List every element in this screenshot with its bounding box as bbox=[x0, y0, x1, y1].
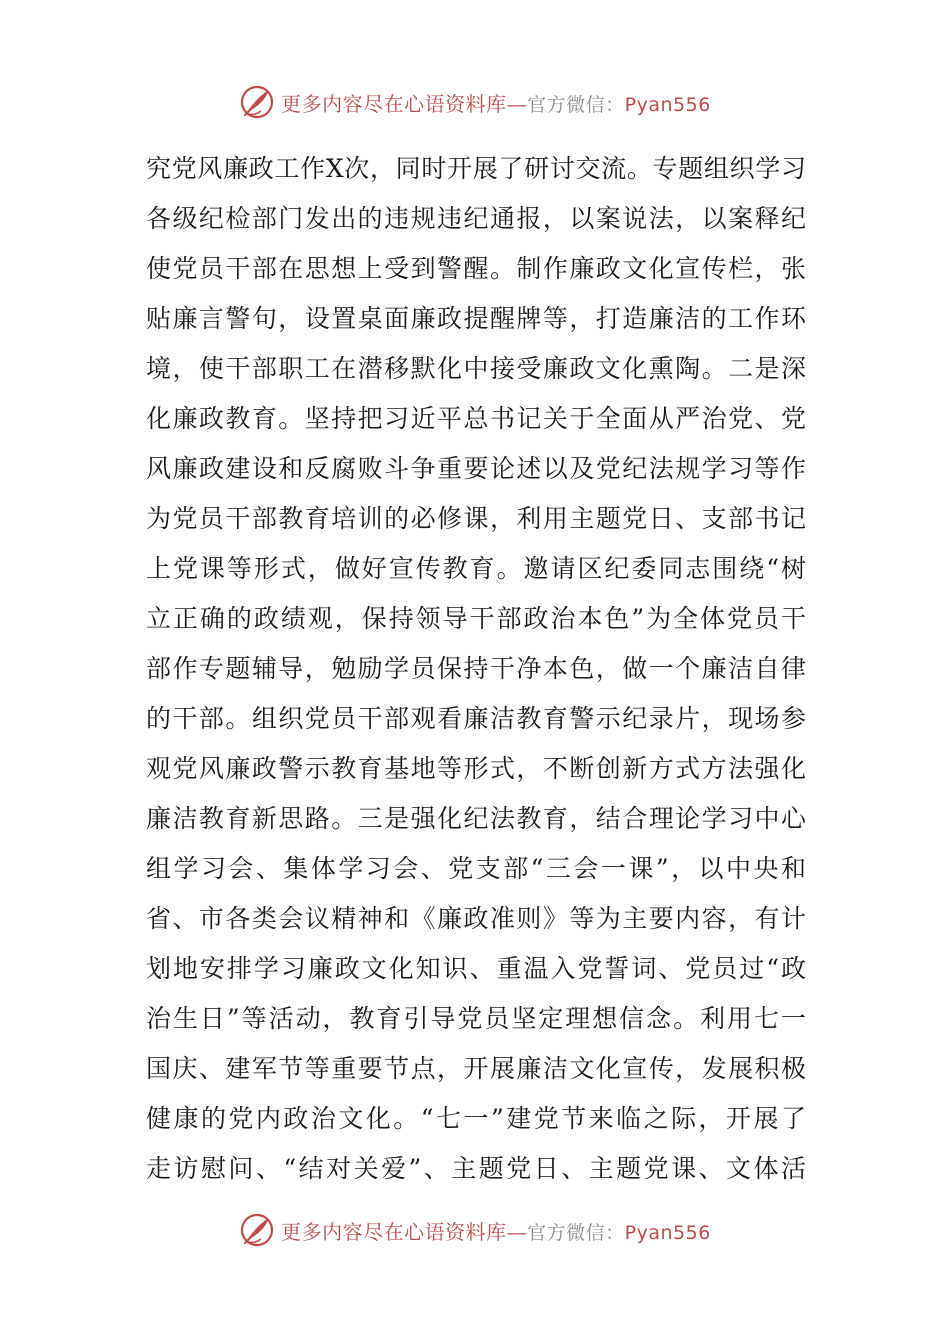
body-line: 各级纪检部门发出的违规违纪通报，以案说法，以案释纪 bbox=[146, 204, 806, 233]
body-line: 治生日”等活动，教育引导党员坚定理想信念。利用七一 bbox=[146, 1004, 806, 1033]
body-line: 风廉政建设和反腐败斗争重要论述以及党纪法规学习等作 bbox=[146, 454, 806, 483]
header-text bbox=[281, 88, 711, 117]
header-wechat-handle: Pyan556 bbox=[624, 93, 711, 116]
document-body bbox=[146, 144, 806, 1194]
body-line: 为党员干部教育培训的必修课，利用主题党日、支部书记 bbox=[146, 504, 806, 533]
header-banner bbox=[0, 82, 950, 122]
body-line: 划地安排学习廉政文化知识、重温入党誓词、党员过“政 bbox=[146, 954, 806, 983]
body-line: 贴廉言警句，设置桌面廉政提醒牌等，打造廉洁的工作环 bbox=[146, 304, 806, 333]
header-separator: — bbox=[506, 91, 528, 116]
header-official-label: 官方微信： bbox=[527, 93, 625, 116]
body-line: 部作专题辅导，勉励学员保持干净本色，做一个廉洁自律 bbox=[146, 654, 806, 683]
body-line: 究党风廉政工作X次，同时开展了研讨交流。专题组织学习 bbox=[146, 154, 806, 183]
footer-main-text: 更多内容尽在心语资料库 bbox=[281, 1219, 507, 1244]
header-main-text: 更多内容尽在心语资料库 bbox=[281, 91, 507, 116]
body-line: 走访慰问、“结对关爱”、主题党日、主题党课、文体活 bbox=[146, 1154, 806, 1183]
body-line: 化廉政教育。坚持把习近平总书记关于全面从严治党、党 bbox=[146, 404, 806, 433]
body-line: 观党风廉政警示教育基地等形式，不断创新方式方法强化 bbox=[146, 754, 806, 783]
body-line: 组学习会、集体学习会、党支部“三会一课”，以中央和 bbox=[146, 854, 806, 883]
body-line: 使党员干部在思想上受到警醒。制作廉政文化宣传栏，张 bbox=[146, 254, 806, 283]
body-line: 的干部。组织党员干部观看廉洁教育警示纪录片，现场参 bbox=[146, 704, 806, 733]
footer-banner bbox=[0, 1210, 950, 1250]
footer-wechat-handle: Pyan556 bbox=[624, 1221, 711, 1244]
body-line: 国庆、建军节等重要节点，开展廉洁文化宣传，发展积极 bbox=[146, 1054, 806, 1083]
footer-separator: — bbox=[506, 1219, 528, 1244]
body-line: 省、市各类会议精神和《廉政准则》等为主要内容，有计 bbox=[146, 904, 806, 933]
footer-text bbox=[281, 1216, 711, 1245]
body-line: 健康的党内政治文化。“七一”建党节来临之际，开展了 bbox=[146, 1104, 806, 1133]
body-line: 境，使干部职工在潜移默化中接受廉政文化熏陶。二是深 bbox=[146, 354, 806, 383]
body-line: 廉洁教育新思路。三是强化纪法教育，结合理论学习中心 bbox=[146, 804, 806, 833]
body-line: 上党课等形式，做好宣传教育。邀请区纪委同志围绕“树 bbox=[146, 554, 806, 583]
body-line: 立正确的政绩观，保持领导干部政治本色”为全体党员干 bbox=[146, 604, 806, 633]
feather-pen-logo-icon bbox=[239, 84, 275, 120]
footer-official-label: 官方微信： bbox=[527, 1221, 625, 1244]
feather-pen-logo-icon bbox=[239, 1212, 275, 1248]
